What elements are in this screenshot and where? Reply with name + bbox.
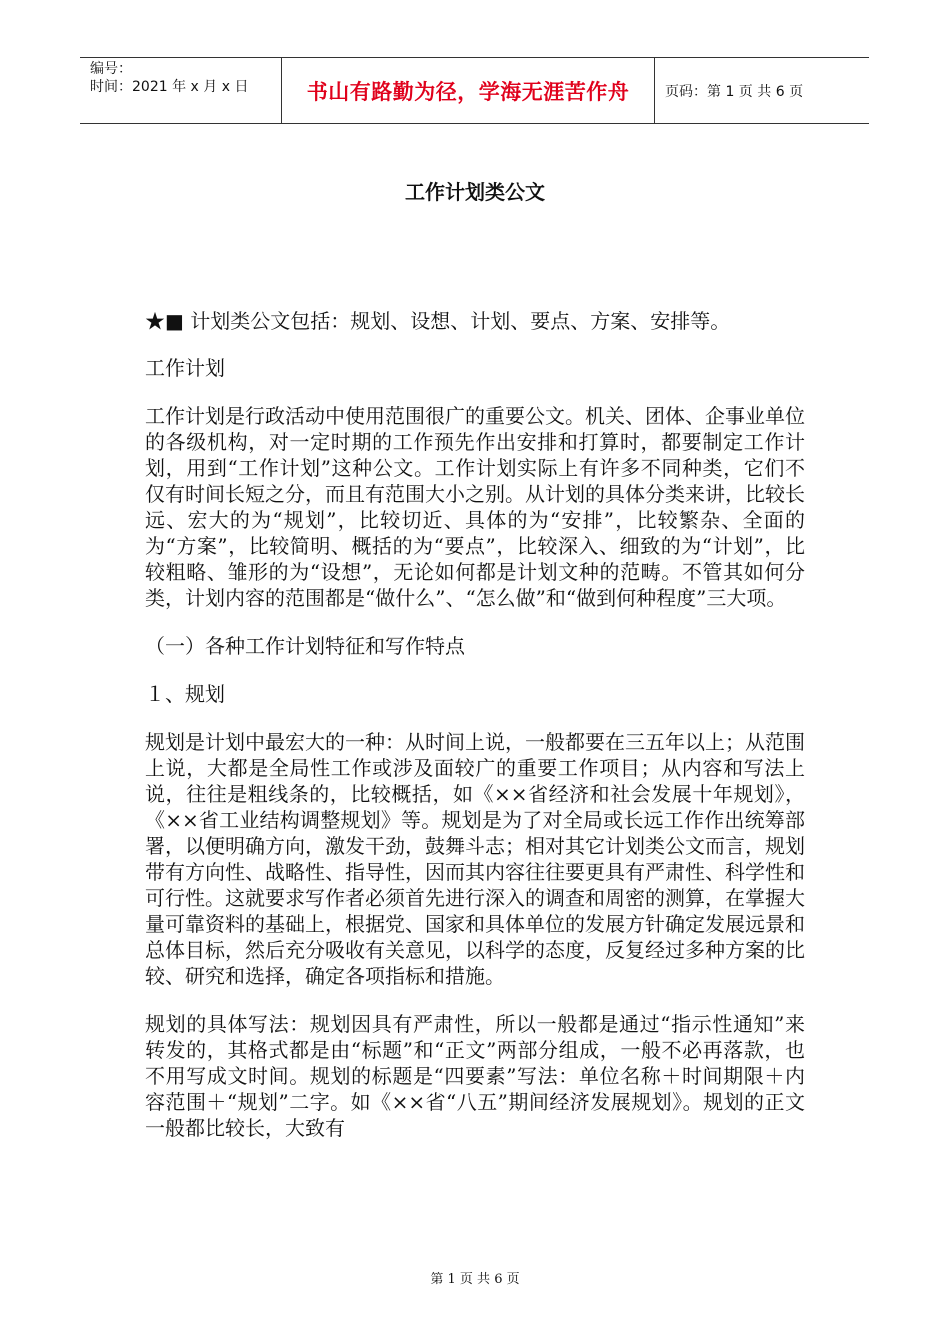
body-paragraph: 规划是计划中最宏大的一种：从时间上说，一般都要在三五年以上；从范围上说，大都是全局性工作或涉及面较广的重要工作项目；从内容和写法上说，往往是粗线条的，比较概括，如《××省经济和社会发展十年规划》，《××省工业结构调整规划》等。规划是为了对全局或长远工作作出统筹部署，以便明确方向，激发干劲，鼓舞斗志；相对其它计划类公文而言，规划带有方向性、战略性、指导性，因而其内容往往要更具有严肃性、科学性和可行性。这就要求写作者必须首先进行深入的调查和周密的测算，在掌握大量可靠资料的基础上，根据党、国家和具体单位的发展方针确定发展远景和总体目标，然后充分吸收有关意见，以科学的态度，反复经过多种方案的比较、研究和选择，确定各项指标和措施。 [145,730,805,988]
page-footer: 第 1 页 共 6 页 [430,1272,520,1287]
body-paragraph: 规划的具体写法：规划因具有严肃性，所以一般都是通过“指示性通知”来转发的，其格式都是由“标题”和“正文”两部分组成，一般不必再落款，也不用写成文时间。规划的标题是“四要素”写法：单位名称＋时间期限＋内容范围＋“规划”二字。如《××省“八五”期间经济发展规划》。规划的正文一般都比较长，大致有 [145,1012,805,1140]
header-motto: 书山有路勤为径，学海无涯苦作舟 [281,58,655,123]
subsection-heading: （一）各种工作计划特征和写作特点 [145,634,465,658]
page-header [80,57,869,124]
document-date: 时间：2021 年 x 月 x 日 [90,79,249,95]
intro-paragraph: ★■ 计划类公文包括：规划、设想、计划、要点、方案、安排等。 [145,309,731,333]
item-heading: １、规划 [145,682,225,706]
document-body [145,308,805,1141]
header-meta [80,58,281,123]
document-number-label: 编号： [90,61,132,77]
section-heading: 工作计划 [145,356,225,380]
body-paragraph: 工作计划是行政活动中使用范围很广的重要公文。机关、团体、企事业单位的各级机构，对一定时期的工作预先作出安排和打算时，都要制定工作计划，用到“工作计划”这种公文。工作计划实际上有许多不同种类，它们不仅有时间长短之分，而且有范围大小之别。从计划的具体分类来讲，比较长远、宏大的为“规划”，比较切近、具体的为“安排”，比较繁杂、全面的为“方案”，比较简明、概括的为“要点”，比较深入、细致的为“计划”，比较粗略、雏形的为“设想”，无论如何都是计划文种的范畴。不管其如何分类，计划内容的范围都是“做什么”、“怎么做”和“做到何种程度”三大项。 [145,404,805,610]
document-title: 工作计划类公文 [405,180,545,204]
header-page-info: 页码：第 1 页 共 6 页 [665,83,804,100]
